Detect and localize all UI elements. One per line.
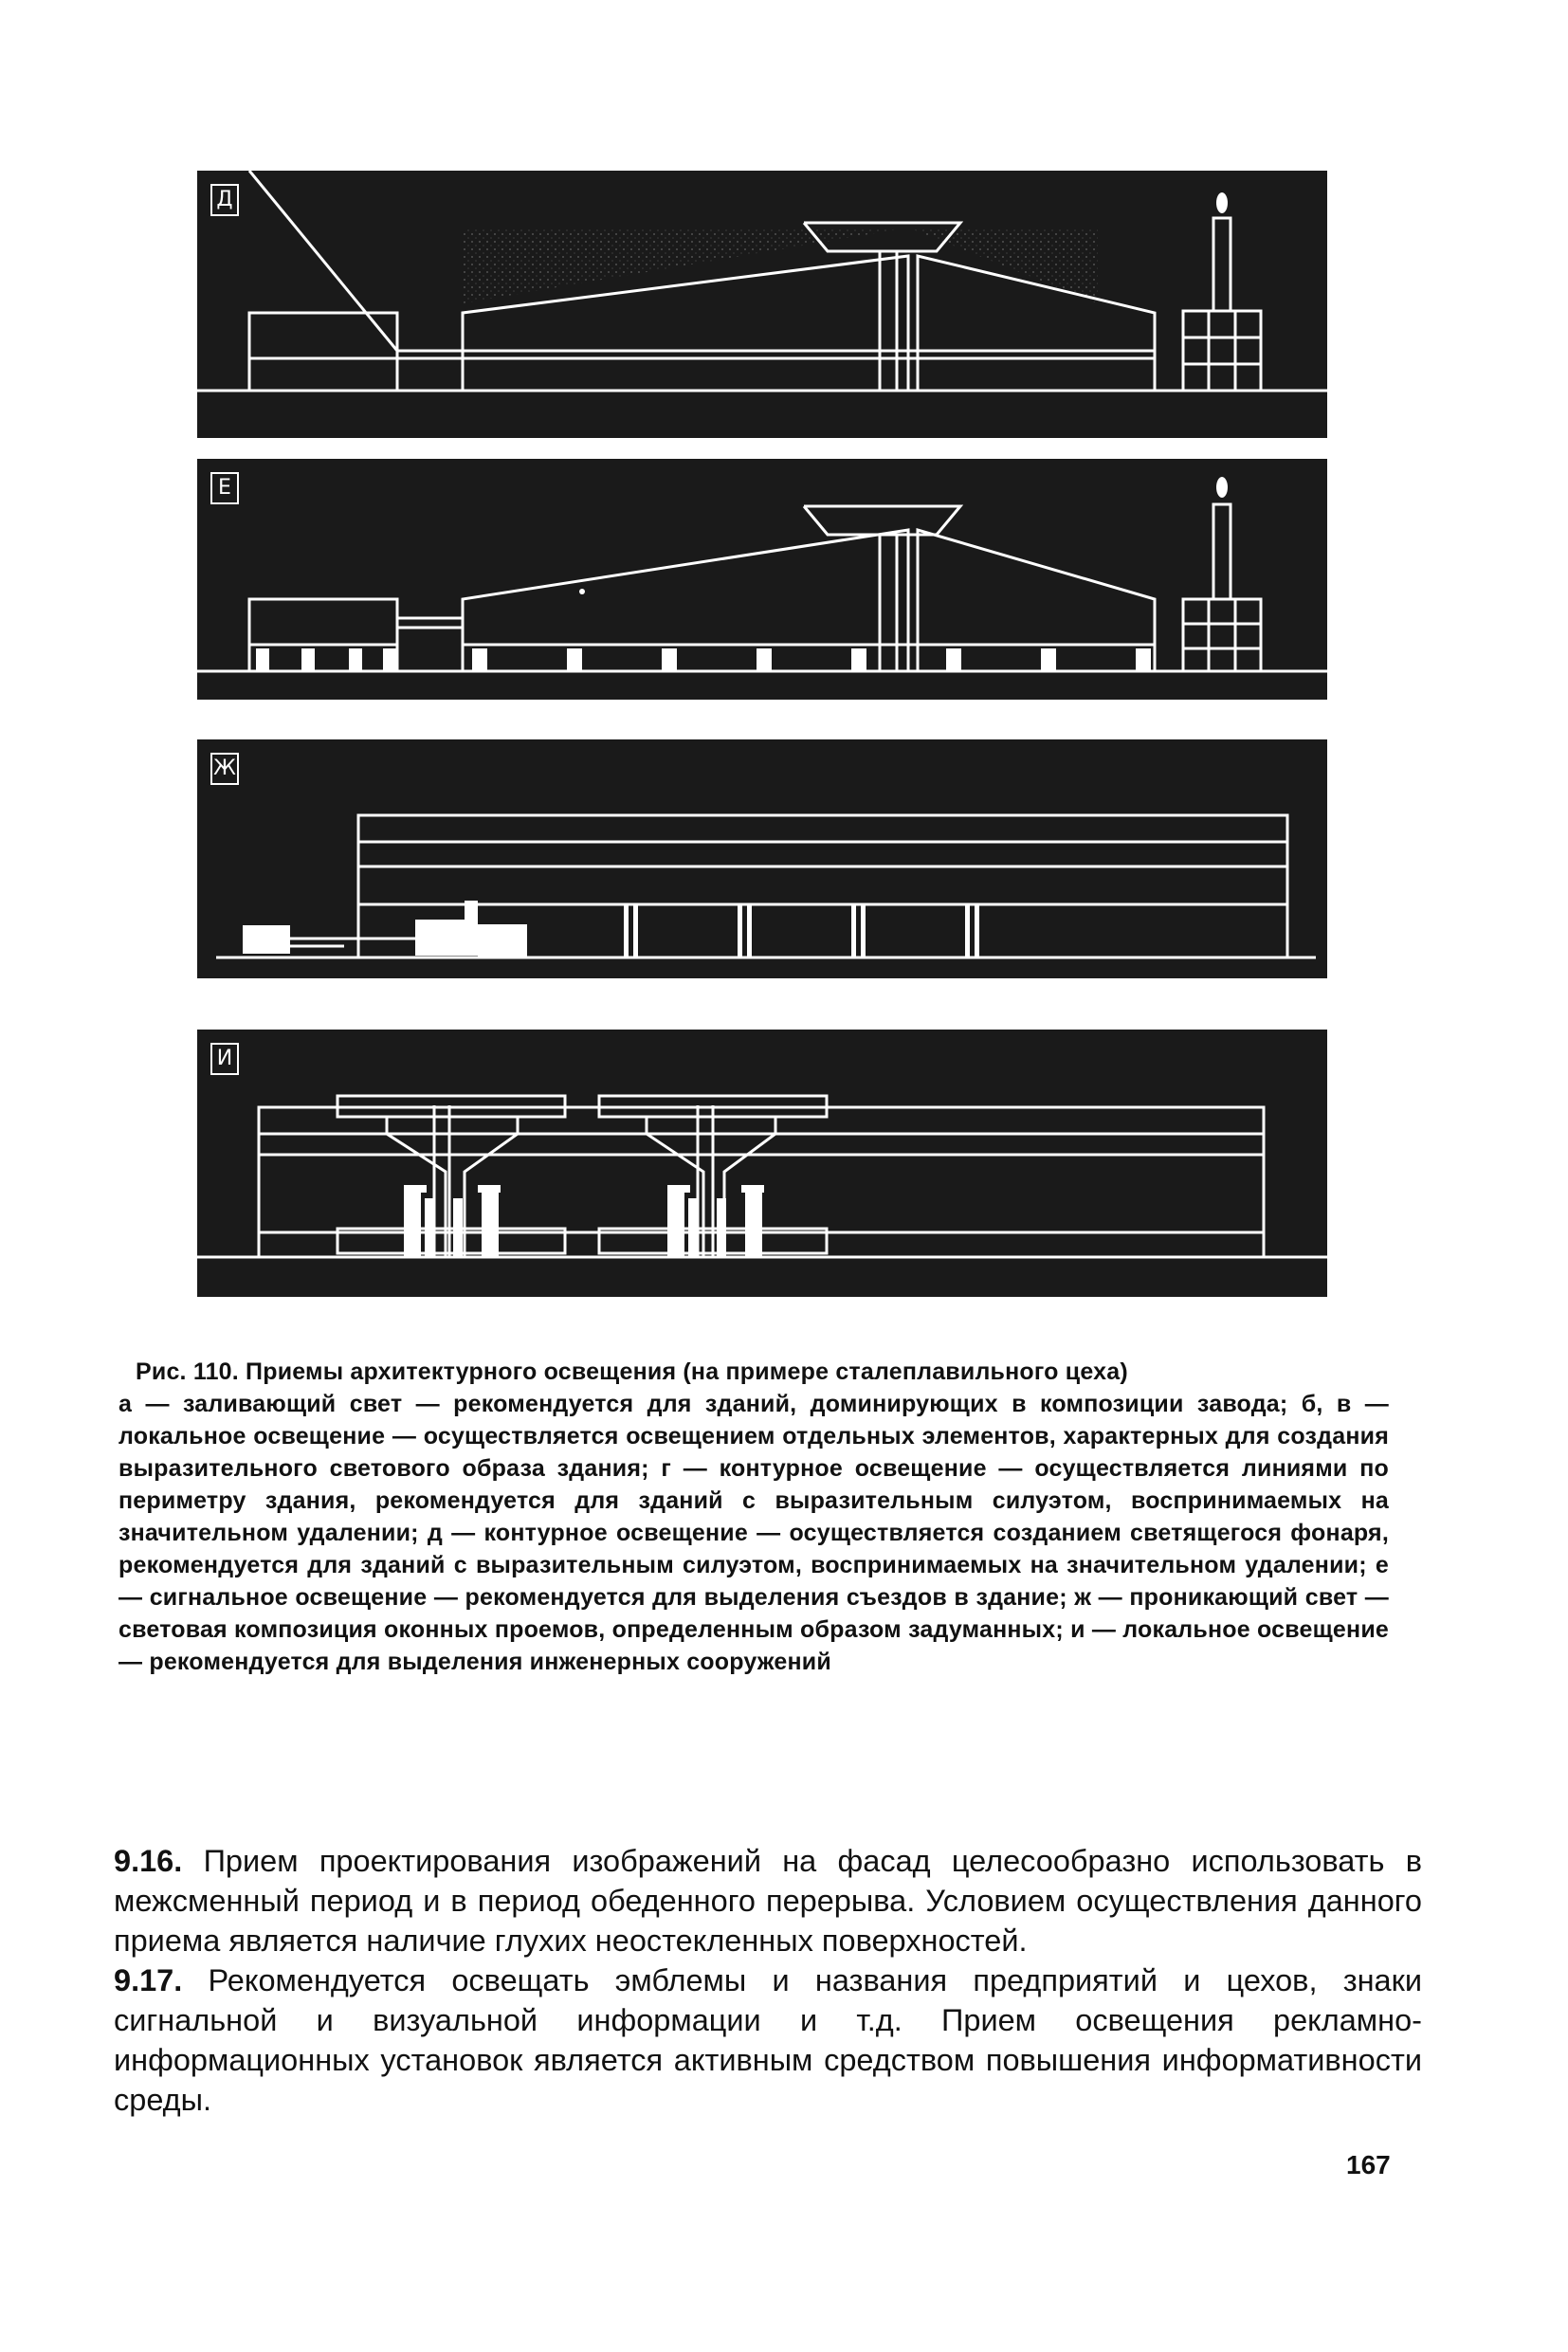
caption-title: Рис. 110. Приемы архитектурного освещения (на примере сталеплавильного цеха) [136, 1358, 1128, 1385]
paragraph-text: Рекомендуется освещать эмблемы и названия предприятий и цехов, знаки сигнальной и визуальной информации и т.д. Прием освещения рекламно-информационных установок является активным средством повышения информативности среды. [114, 1963, 1423, 2117]
panel-label-d: Д [210, 184, 239, 216]
panel-d-drawing [197, 171, 1327, 438]
paragraph-9-17 [114, 1960, 1422, 2120]
panel-label-e: Е [210, 472, 239, 504]
paragraph-text: Прием проектирования изображений на фасад целесообразно использовать в межсменный период и в период обеденного перерыва. Условием осуществления данного приема является наличие глухих неостекленных поверхностей. [114, 1844, 1422, 1958]
paragraph-9-16 [114, 1841, 1422, 1960]
body-text [114, 1841, 1422, 2120]
figure-caption [119, 1356, 1389, 1678]
figure-panel-e [197, 459, 1327, 700]
caption-text: а — заливающий свет — рекомендуется для зданий, доминирующих в композиции завода; б, в — локальное освещение — осуществляется освещением отдельных элементов, характерных для создания выразительного светового образа здания; г — контурное освещение — осуществляется линиями по периметру здания, рекомендуется для зданий с выразительным силуэтом, воспринимаемых на значительном удалении; д — контурное освещение — осуществляется созданием светящегося фонаря, рекомендуется для зданий с выразительным силуэтом, воспринимаемых на значительном удалении; е — сигнальное освещение — рекомендуется для выделения съездов в здание; ж — проникающий свет — световая композиция оконных проемов, определенным образом задуманных; и — локальное освещение — рекомендуется для выделения инженерных сооружений [119, 1391, 1389, 1675]
panel-label-i: И [210, 1043, 239, 1075]
figure-panel-zh [197, 739, 1327, 978]
page-number: 167 [1346, 2150, 1391, 2179]
panel-e-drawing [197, 459, 1327, 700]
figure-panel-i [197, 1030, 1327, 1297]
paragraph-number: 9.17. [114, 1963, 183, 1997]
figure-panel-d [197, 171, 1327, 438]
panel-i-drawing [197, 1030, 1327, 1297]
paragraph-number: 9.16. [114, 1844, 183, 1878]
panel-zh-drawing [197, 739, 1327, 978]
panel-label-zh: Ж [210, 753, 239, 785]
